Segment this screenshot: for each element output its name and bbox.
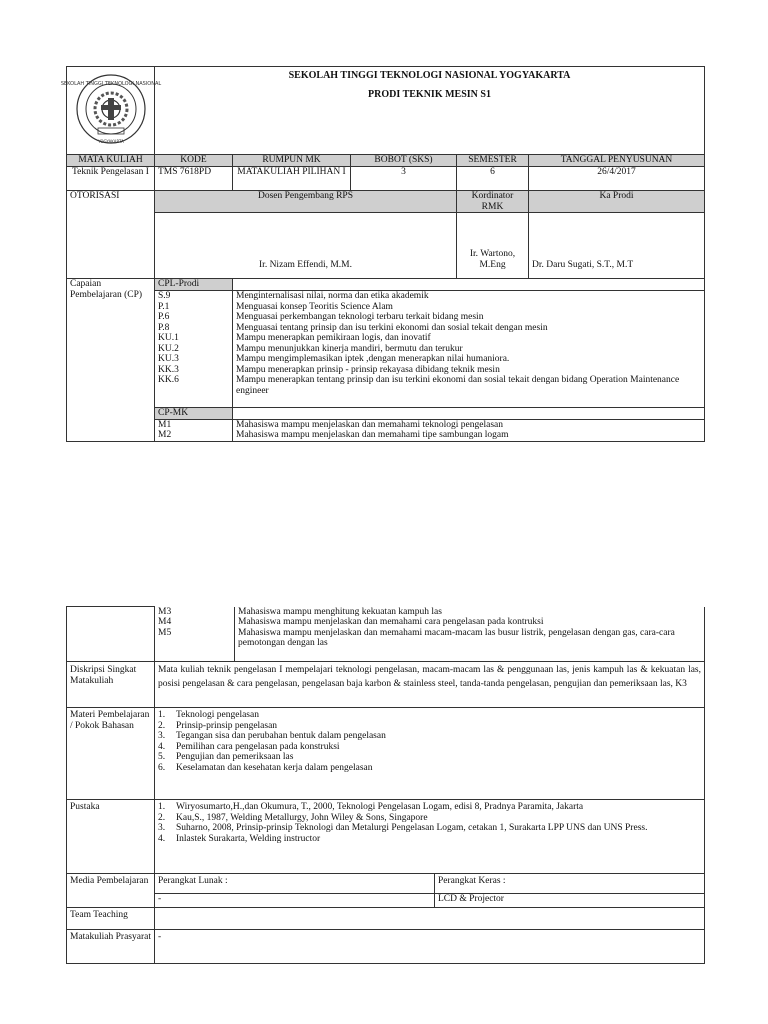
prasyarat-label: Matakuliah Prasyarat: [67, 930, 155, 964]
cpmk-code: M5: [155, 628, 235, 662]
list-item: 4. Pemilihan cara pengelasan pada konstruksi: [158, 741, 340, 752]
pustaka-item: Kau,S., 1987, Welding Metallurgy, John Wiley & Sons, Singapore: [176, 812, 428, 823]
cpl-code: P.8: [155, 323, 233, 334]
cpl-text: Mampu menerapkan pemikiraan logis, dan inovatif: [233, 333, 705, 344]
cpl-row: [67, 375, 705, 407]
cpmk-code: M3: [155, 607, 235, 618]
cpl-row: [67, 291, 705, 302]
signature-kaprodi: Dr. Daru Sugati, S.T., M.T: [529, 213, 705, 279]
role-kaprodi: Ka Prodi: [529, 191, 705, 213]
cpmk-header-blank: [233, 407, 705, 419]
logo-ring-text: SEKOLAH TINGGI TEKNOLOGI NASIONAL: [60, 80, 161, 87]
cpmk-code: M2: [155, 430, 233, 441]
cpl-code: P.1: [155, 302, 233, 313]
cpl-row: [67, 354, 705, 365]
cpl-text: Menguasai konsep Teoritis Science Alam: [233, 302, 705, 313]
cpl-code: KK.6: [155, 375, 233, 407]
software-label: Perangkat Lunak :: [155, 874, 435, 894]
logo-cell: [60, 67, 161, 155]
software-value: -: [155, 894, 435, 908]
list-item: 1. Teknologi pengelasan: [158, 710, 259, 720]
list-item: 3. Tegangan sisa dan perubahan bentuk dalam pengelasan: [158, 731, 386, 742]
course-semester: 6: [457, 167, 529, 191]
institution-name: SEKOLAH TINGGI TEKNOLOGI NASIONAL YOGYAKARTA: [288, 70, 571, 81]
cpl-code: KU.3: [155, 354, 233, 365]
cpl-code: P.6: [155, 312, 233, 323]
materi-list: [155, 708, 705, 800]
signature-dosen: Ir. Nizam Effendi, M.M.: [155, 213, 457, 279]
materi-item: Pengujian dan pemeriksaan las: [176, 752, 294, 763]
team-teaching-value: [155, 908, 705, 930]
cpmk-row: [67, 617, 705, 628]
cpl-row: [67, 333, 705, 344]
col-header-bobot: BOBOT (SKS): [351, 155, 457, 167]
pustaka-label: Pustaka: [67, 800, 155, 874]
pustaka-item: Wiryosumarto,H.,dan Okumura, T., 2000, Teknologi Pengelasan Logam, edisi 8, Pradnya Paramita, Jakarta: [176, 802, 584, 812]
otorisasi-label: OTORISASI: [67, 191, 155, 279]
list-item: 2. Kau,S., 1987, Welding Metallurgy, John Wiley & Sons, Singapore: [158, 812, 428, 823]
role-dosen: Dosen Pengembang RPS: [155, 191, 457, 213]
cpmk-text: Mahasiswa mampu menghitung kekuatan kampuh las: [235, 607, 705, 618]
course-date: 26/4/2017: [529, 167, 705, 191]
materi-item: Pemilihan cara pengelasan pada konstruksi: [176, 741, 340, 752]
cpl-text: Menginternalisasi nilai, norma dan etika akademik: [233, 291, 705, 302]
cpmk-row: [67, 419, 705, 430]
cpl-code: KK.3: [155, 365, 233, 376]
list-item: 4. Inlastek Surakarta, Welding instructor: [158, 833, 321, 844]
course-sks: 3: [351, 167, 457, 191]
list-item: 1. Wiryosumarto,H.,dan Okumura, T., 2000, Teknologi Pengelasan Logam, edisi 8, Pradnya Paramita, Jakarta: [158, 802, 584, 812]
team-teaching-label: Team Teaching: [67, 908, 155, 930]
col-header-mata-kuliah: MATA KULIAH: [67, 155, 155, 167]
cpl-text: Menguasai tentang prinsip dan isu terkini ekonomi dan sosial tekait dengan mesin: [233, 323, 705, 334]
cpmk-text: Mahasiswa mampu menjelaskan dan memahami macam-macam las busur listrik, pengelasan dengan gas, cara-cara pemotongan dengan las: [235, 628, 705, 662]
course-code: TMS 7618PD: [155, 167, 233, 191]
cpmk-text: Mahasiswa mampu menjelaskan dan memahami cara pengelasan pada kontruksi: [235, 617, 705, 628]
cpl-text: Mampu menerapkan prinsip - prinsip rekayasa dibidang teknik mesin: [233, 365, 705, 376]
institution-logo-icon: [60, 72, 161, 146]
cpmk-text: Mahasiswa mampu menjelaskan dan memahami teknologi pengelasan: [233, 419, 705, 430]
col-header-semester: SEMESTER: [457, 155, 529, 167]
deskripsi-label: Diskripsi Singkat Matakuliah: [67, 662, 155, 708]
cpl-header: CPL-Prodi: [155, 279, 233, 291]
media-label: Media Pembelajaran: [67, 874, 155, 908]
hardware-label: Perangkat Keras :: [435, 874, 705, 894]
cpmk-text: Mahasiswa mampu menjelaskan dan memahami tipe sambungan logam: [233, 430, 705, 441]
cpl-header-blank: [233, 279, 705, 291]
list-item: 2. Prinsip-prinsip pengelasan: [158, 720, 278, 731]
list-item: 5. Pengujian dan pemeriksaan las: [158, 752, 294, 763]
cp-continued-blank: [67, 607, 155, 662]
role-kordinator: Kordinator RMK: [457, 191, 529, 213]
deskripsi-text: Mata kuliah teknik pengelasan I mempelajari teknologi pengelasan, macam-macam las & penggunaan las, jenis kampuh las & kekuatan las, posisi pengelasan & cara pengelasan, pengelasan baja karbon & stainless steel, tanda-tanda pengelasan, pengujian dan pemeriksaan las, K3: [155, 662, 705, 708]
cpmk-row: [67, 628, 705, 662]
materi-label: Materi Pembelajaran / Pokok Bahasan: [67, 708, 155, 800]
logo-base-text: YOGYAKARTA: [97, 138, 124, 144]
cpmk-header: CP-MK: [155, 407, 233, 419]
cpl-text: Mampu menunjukkan kinerja mandiri, bermutu dan terukur: [233, 344, 705, 355]
rps-header-table: [60, 66, 705, 442]
materi-item: Keselamatan dan kesehatan kerja dalam pengelasan: [176, 762, 373, 773]
cpl-row: [67, 344, 705, 355]
pustaka-item: Inlastek Surakarta, Welding instructor: [176, 833, 321, 844]
header-title-cell: [155, 67, 705, 155]
cpmk-row: [67, 607, 705, 618]
cp-label: Capaian Pembelajaran (CP): [67, 279, 155, 442]
program-name: PRODI TEKNIK MESIN S1: [368, 88, 491, 100]
signature-kordinator: Ir. Wartono, M.Eng: [457, 213, 529, 279]
cpl-text: Menguasai perkembangan teknologi terbaru terkait bidang mesin: [233, 312, 705, 323]
cpl-code: KU.1: [155, 333, 233, 344]
cpl-text: Mampu menerapkan tentang prinsip dan isu terkini ekonomi dan sosial tekait dengan bidang Operation Maintenance engineer: [233, 375, 705, 407]
col-header-tanggal: TANGGAL PENYUSUNAN: [529, 155, 705, 167]
materi-item: Prinsip-prinsip pengelasan: [176, 720, 278, 731]
prasyarat-value: -: [155, 930, 705, 964]
materi-item: Tegangan sisa dan perubahan bentuk dalam pengelasan: [176, 731, 386, 742]
cpl-row: [67, 302, 705, 313]
pustaka-item: Suharno, 2008, Prinsip-prinsip Teknologi dan Metalurgi Pengelasan Logam, cetakan 1, Surakarta LPP UNS dan UNS Press.: [176, 823, 648, 834]
cpl-text: Mampu mengimplemasikan iptek ,dengan menerapkan nilai humaniora.: [233, 354, 705, 365]
cpl-row: [67, 312, 705, 323]
cpmk-row: [67, 430, 705, 441]
cpl-row: [67, 323, 705, 334]
pustaka-list: [155, 800, 705, 874]
col-header-rumpun: RUMPUN MK: [233, 155, 351, 167]
cpmk-code: M1: [155, 419, 233, 430]
course-rumpun: MATAKULIAH PILIHAN I: [233, 167, 351, 191]
hardware-value: LCD & Projector: [435, 894, 705, 908]
cpmk-code: M4: [155, 617, 235, 628]
col-header-kode: KODE: [155, 155, 233, 167]
course-name: Teknik Pengelasan I: [67, 167, 155, 191]
list-item: 6. Keselamatan dan kesehatan kerja dalam pengelasan: [158, 762, 373, 773]
cpl-code: KU.2: [155, 344, 233, 355]
cpl-code: S.9: [155, 291, 233, 302]
materi-item: Teknologi pengelasan: [176, 710, 259, 720]
cpl-row: [67, 365, 705, 376]
rps-detail-table: [66, 606, 705, 964]
list-item: 3. Suharno, 2008, Prinsip-prinsip Teknologi dan Metalurgi Pengelasan Logam, cetakan 1, Surakarta LPP UNS dan UNS Press.: [158, 823, 648, 834]
